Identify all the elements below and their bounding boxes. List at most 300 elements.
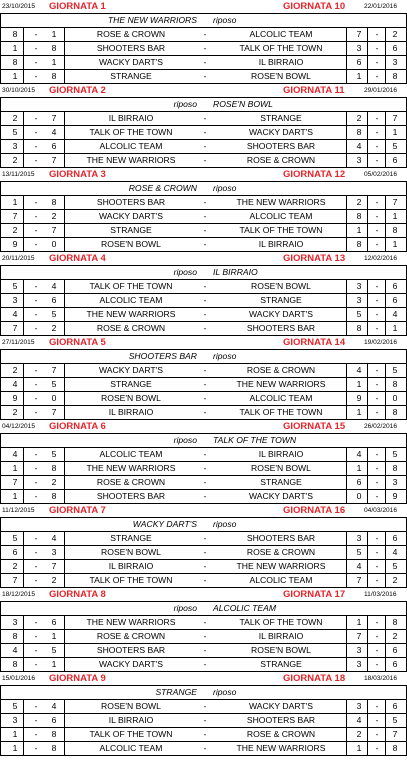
match-row (1, 196, 407, 210)
first-leg-score-dash: - (34, 141, 38, 151)
column-divider (385, 462, 386, 475)
rest-word: riposo (173, 267, 197, 277)
first-leg-score-dash: - (34, 379, 38, 389)
home-team: WACKY DART'S (98, 365, 164, 375)
away-team: ROSE'N BOWL (251, 281, 311, 291)
column-divider (23, 532, 24, 545)
versus-dash: - (203, 729, 207, 739)
home-team: THE NEW WARRIORS (86, 617, 176, 627)
second-leg-score-dash: - (375, 43, 379, 53)
match-row (1, 560, 407, 574)
rest-team: TALK OF THE TOWN (213, 435, 297, 445)
first-leg-score-home: 8 (12, 29, 18, 39)
first-leg-score-away: 4 (51, 533, 57, 543)
match-row (1, 490, 407, 504)
rest-row (1, 14, 407, 28)
home-team: WACKY DART'S (98, 659, 164, 669)
second-leg-score-away: 8 (392, 407, 398, 417)
first-leg-score-dash: - (34, 617, 38, 627)
first-leg-score-away: 0 (51, 239, 57, 249)
column-divider (23, 56, 24, 69)
column-divider (367, 532, 368, 545)
rest-team: THE NEW WARRIORS (107, 15, 197, 25)
round-header (0, 336, 407, 349)
first-leg-score-dash: - (34, 71, 38, 81)
first-leg-score-dash: - (34, 463, 38, 473)
column-divider (367, 490, 368, 503)
first-leg-score-away: 8 (51, 463, 57, 473)
second-leg-score-dash: - (375, 393, 379, 403)
second-leg-score-dash: - (375, 141, 379, 151)
second-leg-score-home: 9 (356, 393, 362, 403)
column-divider (23, 546, 24, 559)
column-divider (346, 616, 347, 629)
column-divider (23, 476, 24, 489)
first-leg-score-away: 0 (51, 393, 57, 403)
match-row (1, 378, 407, 392)
column-divider (385, 154, 386, 167)
second-leg-date: 29/01/2016 (364, 87, 398, 94)
versus-dash: - (203, 281, 207, 291)
second-leg-score-dash: - (375, 645, 379, 655)
away-team: ROSE'N BOWL (251, 463, 311, 473)
versus-dash: - (203, 225, 207, 235)
first-leg-score-home: 8 (12, 57, 18, 67)
column-divider (23, 238, 24, 251)
column-divider (385, 700, 386, 713)
second-leg-score-away: 3 (392, 57, 398, 67)
second-leg-score-dash: - (375, 155, 379, 165)
home-team: SHOOTERS BAR (96, 645, 166, 655)
column-divider (23, 280, 24, 293)
column-divider (23, 378, 24, 391)
match-row (1, 630, 407, 644)
first-leg-date: 18/12/2015 (2, 591, 36, 598)
column-divider (367, 322, 368, 335)
away-team: SHOOTERS BAR (246, 715, 316, 725)
column-divider (385, 196, 386, 209)
home-team: STRANGE (110, 533, 152, 543)
versus-dash: - (203, 575, 207, 585)
column-divider (23, 616, 24, 629)
round-block (0, 0, 407, 84)
away-team: IL BIRRAIO (258, 449, 304, 459)
second-leg-score-home: 3 (356, 645, 362, 655)
second-leg-score-away: 8 (392, 71, 398, 81)
first-leg-score-dash: - (34, 43, 38, 53)
first-leg-score-away: 2 (51, 323, 57, 333)
rest-row (1, 98, 407, 112)
second-leg-score-away: 2 (392, 631, 398, 641)
match-row (1, 546, 407, 560)
column-divider (23, 574, 24, 587)
column-divider (367, 658, 368, 671)
first-leg-score-dash: - (34, 323, 38, 333)
column-divider (23, 392, 24, 405)
column-divider (23, 714, 24, 727)
column-divider (385, 322, 386, 335)
column-divider (64, 294, 65, 307)
match-row (1, 392, 407, 406)
home-team: ROSE'N BOWL (101, 239, 161, 249)
second-leg-score-home: 3 (356, 155, 362, 165)
first-leg-score-home: 1 (12, 197, 18, 207)
second-leg-score-home: 4 (356, 365, 362, 375)
column-divider (64, 462, 65, 475)
first-leg-score-home: 1 (12, 71, 18, 81)
second-leg-score-home: 3 (356, 659, 362, 669)
rest-word: riposo (213, 519, 237, 529)
first-leg-score-away: 2 (51, 211, 57, 221)
round-header (0, 84, 407, 97)
versus-dash: - (203, 449, 207, 459)
second-leg-score-home: 4 (356, 449, 362, 459)
first-leg-score-home: 4 (12, 379, 18, 389)
versus-dash: - (203, 743, 207, 753)
column-divider (64, 224, 65, 237)
first-leg-score-dash: - (34, 477, 38, 487)
first-leg-score-away: 8 (51, 197, 57, 207)
column-divider (385, 42, 386, 55)
column-divider (346, 196, 347, 209)
column-divider (385, 644, 386, 657)
column-divider (385, 294, 386, 307)
second-leg-score-away: 2 (392, 575, 398, 585)
second-leg-score-home: 3 (356, 295, 362, 305)
column-divider (346, 322, 347, 335)
first-leg-score-dash: - (34, 127, 38, 137)
second-leg-score-home: 2 (356, 197, 362, 207)
column-divider (64, 196, 65, 209)
first-leg-score-away: 1 (51, 57, 57, 67)
first-leg-score-dash: - (34, 659, 38, 669)
column-divider (385, 742, 386, 755)
round-header (0, 504, 407, 517)
match-row (1, 616, 407, 630)
home-team: STRANGE (110, 225, 152, 235)
rest-team: ROSE'N BOWL (213, 99, 273, 109)
second-leg-score-home: 3 (356, 701, 362, 711)
versus-dash: - (203, 239, 207, 249)
round-header (0, 588, 407, 601)
match-row (1, 476, 407, 490)
first-leg-score-dash: - (34, 57, 38, 67)
first-leg-score-home: 2 (12, 113, 18, 123)
first-leg-date: 23/10/2015 (2, 3, 36, 10)
first-leg-score-away: 4 (51, 281, 57, 291)
column-divider (64, 546, 65, 559)
column-divider (385, 224, 386, 237)
first-leg-score-away: 5 (51, 449, 57, 459)
second-leg-score-away: 8 (392, 225, 398, 235)
rest-word: riposo (213, 687, 237, 697)
first-leg-label: GIORNATA 4 (49, 253, 106, 264)
second-leg-score-home: 4 (356, 715, 362, 725)
column-divider (23, 560, 24, 573)
first-leg-score-dash: - (34, 225, 38, 235)
versus-dash: - (203, 701, 207, 711)
first-leg-score-away: 1 (51, 29, 57, 39)
first-leg-score-home: 7 (12, 575, 18, 585)
away-team: TALK OF THE TOWN (239, 407, 323, 417)
column-divider (64, 728, 65, 741)
second-leg-score-away: 7 (392, 729, 398, 739)
second-leg-score-dash: - (375, 491, 379, 501)
versus-dash: - (203, 631, 207, 641)
rest-word: riposo (173, 603, 197, 613)
column-divider (346, 70, 347, 83)
first-leg-date: 15/01/2016 (2, 675, 36, 682)
versus-dash: - (203, 141, 207, 151)
column-divider (346, 644, 347, 657)
versus-dash: - (203, 113, 207, 123)
first-leg-score-away: 7 (51, 155, 57, 165)
first-leg-score-home: 4 (12, 309, 18, 319)
column-divider (64, 714, 65, 727)
column-divider (64, 140, 65, 153)
match-row (1, 532, 407, 546)
versus-dash: - (203, 533, 207, 543)
away-team: WACKY DART'S (248, 309, 314, 319)
versus-dash: - (203, 491, 207, 501)
home-team: IL BIRRAIO (108, 561, 154, 571)
column-divider (23, 630, 24, 643)
versus-dash: - (203, 561, 207, 571)
column-divider (23, 658, 24, 671)
column-divider (23, 728, 24, 741)
column-divider (64, 658, 65, 671)
second-leg-score-home: 6 (356, 477, 362, 487)
round-header (0, 0, 407, 13)
versus-dash: - (203, 71, 207, 81)
home-team: THE NEW WARRIORS (86, 463, 176, 473)
column-divider (23, 70, 24, 83)
second-leg-score-dash: - (375, 225, 379, 235)
first-leg-score-home: 1 (12, 743, 18, 753)
versus-dash: - (203, 379, 207, 389)
first-leg-score-home: 4 (12, 449, 18, 459)
column-divider (64, 700, 65, 713)
first-leg-score-home: 5 (12, 281, 18, 291)
second-leg-score-dash: - (375, 365, 379, 375)
away-team: ALCOLIC TEAM (249, 211, 313, 221)
round-header (0, 168, 407, 181)
home-team: SHOOTERS BAR (96, 491, 166, 501)
versus-dash: - (203, 715, 207, 725)
first-leg-score-home: 2 (12, 365, 18, 375)
first-leg-score-home: 2 (12, 407, 18, 417)
column-divider (346, 742, 347, 755)
match-row (1, 238, 407, 252)
versus-dash: - (203, 57, 207, 67)
column-divider (385, 70, 386, 83)
column-divider (367, 42, 368, 55)
column-divider (346, 28, 347, 41)
second-leg-label: GIORNATA 13 (283, 253, 346, 264)
first-leg-score-away: 5 (51, 379, 57, 389)
first-leg-score-home: 3 (12, 617, 18, 627)
column-divider (346, 378, 347, 391)
home-team: IL BIRRAIO (108, 113, 154, 123)
first-leg-score-dash: - (34, 211, 38, 221)
column-divider (64, 322, 65, 335)
rest-team: STRANGE (155, 687, 197, 697)
first-leg-score-home: 7 (12, 211, 18, 221)
column-divider (23, 294, 24, 307)
round-block (0, 588, 407, 672)
column-divider (64, 490, 65, 503)
first-leg-score-away: 2 (51, 477, 57, 487)
column-divider (346, 406, 347, 419)
second-leg-score-away: 4 (392, 547, 398, 557)
versus-dash: - (203, 393, 207, 403)
round-table (0, 97, 407, 168)
away-team: SHOOTERS BAR (246, 323, 316, 333)
round-block (0, 84, 407, 168)
column-divider (23, 140, 24, 153)
first-leg-score-home: 1 (12, 463, 18, 473)
match-row (1, 224, 407, 238)
home-team: THE NEW WARRIORS (86, 309, 176, 319)
column-divider (64, 308, 65, 321)
first-leg-score-home: 2 (12, 225, 18, 235)
column-divider (346, 154, 347, 167)
round-header (0, 672, 407, 685)
column-divider (385, 28, 386, 41)
second-leg-score-home: 1 (356, 379, 362, 389)
second-leg-score-home: 1 (356, 463, 362, 473)
rest-team: WACKY DART'S (132, 519, 197, 529)
second-leg-score-home: 2 (356, 113, 362, 123)
home-team: SHOOTERS BAR (96, 43, 166, 53)
second-leg-label: GIORNATA 10 (283, 1, 346, 12)
match-row (1, 140, 407, 154)
second-leg-score-dash: - (375, 197, 379, 207)
round-block (0, 504, 407, 588)
column-divider (23, 448, 24, 461)
first-leg-score-dash: - (34, 113, 38, 123)
rest-row (1, 434, 407, 448)
match-row (1, 154, 407, 168)
second-leg-score-dash: - (375, 715, 379, 725)
column-divider (346, 546, 347, 559)
column-divider (346, 462, 347, 475)
first-leg-label: GIORNATA 5 (49, 337, 106, 348)
first-leg-score-dash: - (34, 393, 38, 403)
away-team: STRANGE (260, 295, 302, 305)
column-divider (64, 644, 65, 657)
column-divider (385, 630, 386, 643)
column-divider (346, 56, 347, 69)
first-leg-label: GIORNATA 7 (49, 505, 106, 516)
away-team: ROSE & CROWN (246, 729, 316, 739)
column-divider (23, 42, 24, 55)
match-row (1, 112, 407, 126)
first-leg-date: 13/11/2015 (2, 171, 35, 178)
match-row (1, 728, 407, 742)
first-leg-label: GIORNATA 6 (49, 421, 106, 432)
second-leg-score-away: 5 (392, 561, 398, 571)
column-divider (385, 406, 386, 419)
column-divider (23, 28, 24, 41)
first-leg-score-away: 7 (51, 365, 57, 375)
first-leg-score-home: 2 (12, 155, 18, 165)
first-leg-score-dash: - (34, 155, 38, 165)
second-leg-score-away: 5 (392, 715, 398, 725)
first-leg-score-away: 1 (51, 631, 57, 641)
column-divider (367, 364, 368, 377)
second-leg-score-dash: - (375, 57, 379, 67)
home-team: WACKY DART'S (98, 211, 164, 221)
first-leg-score-away: 4 (51, 701, 57, 711)
first-leg-date: 04/12/2015 (2, 423, 36, 430)
second-leg-score-dash: - (375, 631, 379, 641)
away-team: STRANGE (260, 113, 302, 123)
away-team: WACKY DART'S (248, 701, 314, 711)
second-leg-date: 05/02/2016 (364, 171, 398, 178)
second-leg-score-away: 6 (392, 659, 398, 669)
first-leg-score-home: 1 (12, 729, 18, 739)
column-divider (64, 364, 65, 377)
column-divider (346, 728, 347, 741)
second-leg-label: GIORNATA 12 (283, 169, 346, 180)
second-leg-score-home: 1 (356, 407, 362, 417)
column-divider (367, 280, 368, 293)
first-leg-date: 11/12/2015 (2, 507, 35, 514)
column-divider (64, 56, 65, 69)
column-divider (367, 714, 368, 727)
second-leg-score-home: 4 (356, 561, 362, 571)
column-divider (346, 280, 347, 293)
versus-dash: - (203, 197, 207, 207)
column-divider (346, 448, 347, 461)
first-leg-score-dash: - (34, 197, 38, 207)
away-team: ROSE & CROWN (246, 155, 316, 165)
rest-row (1, 686, 407, 700)
first-leg-date: 27/11/2015 (2, 339, 35, 346)
first-leg-score-away: 8 (51, 71, 57, 81)
column-divider (64, 476, 65, 489)
first-leg-score-away: 4 (51, 127, 57, 137)
versus-dash: - (203, 155, 207, 165)
second-leg-score-away: 4 (392, 309, 398, 319)
round-table (0, 349, 407, 420)
second-leg-score-away: 6 (392, 701, 398, 711)
second-leg-score-dash: - (375, 407, 379, 417)
column-divider (23, 224, 24, 237)
home-team: TALK OF THE TOWN (89, 575, 173, 585)
home-team: TALK OF THE TOWN (89, 281, 173, 291)
second-leg-score-home: 8 (356, 211, 362, 221)
first-leg-score-home: 8 (12, 659, 18, 669)
column-divider (64, 70, 65, 83)
first-leg-score-away: 7 (51, 113, 57, 123)
second-leg-score-away: 6 (392, 43, 398, 53)
away-team: SHOOTERS BAR (246, 141, 316, 151)
first-leg-score-home: 5 (12, 127, 18, 137)
match-row (1, 322, 407, 336)
first-leg-score-home: 5 (12, 701, 18, 711)
first-leg-score-dash: - (34, 365, 38, 375)
home-team: ROSE & CROWN (96, 477, 166, 487)
second-leg-score-dash: - (375, 729, 379, 739)
column-divider (346, 364, 347, 377)
first-leg-score-away: 7 (51, 225, 57, 235)
column-divider (385, 392, 386, 405)
first-leg-score-dash: - (34, 701, 38, 711)
second-leg-score-away: 5 (392, 141, 398, 151)
first-leg-score-home: 3 (12, 715, 18, 725)
